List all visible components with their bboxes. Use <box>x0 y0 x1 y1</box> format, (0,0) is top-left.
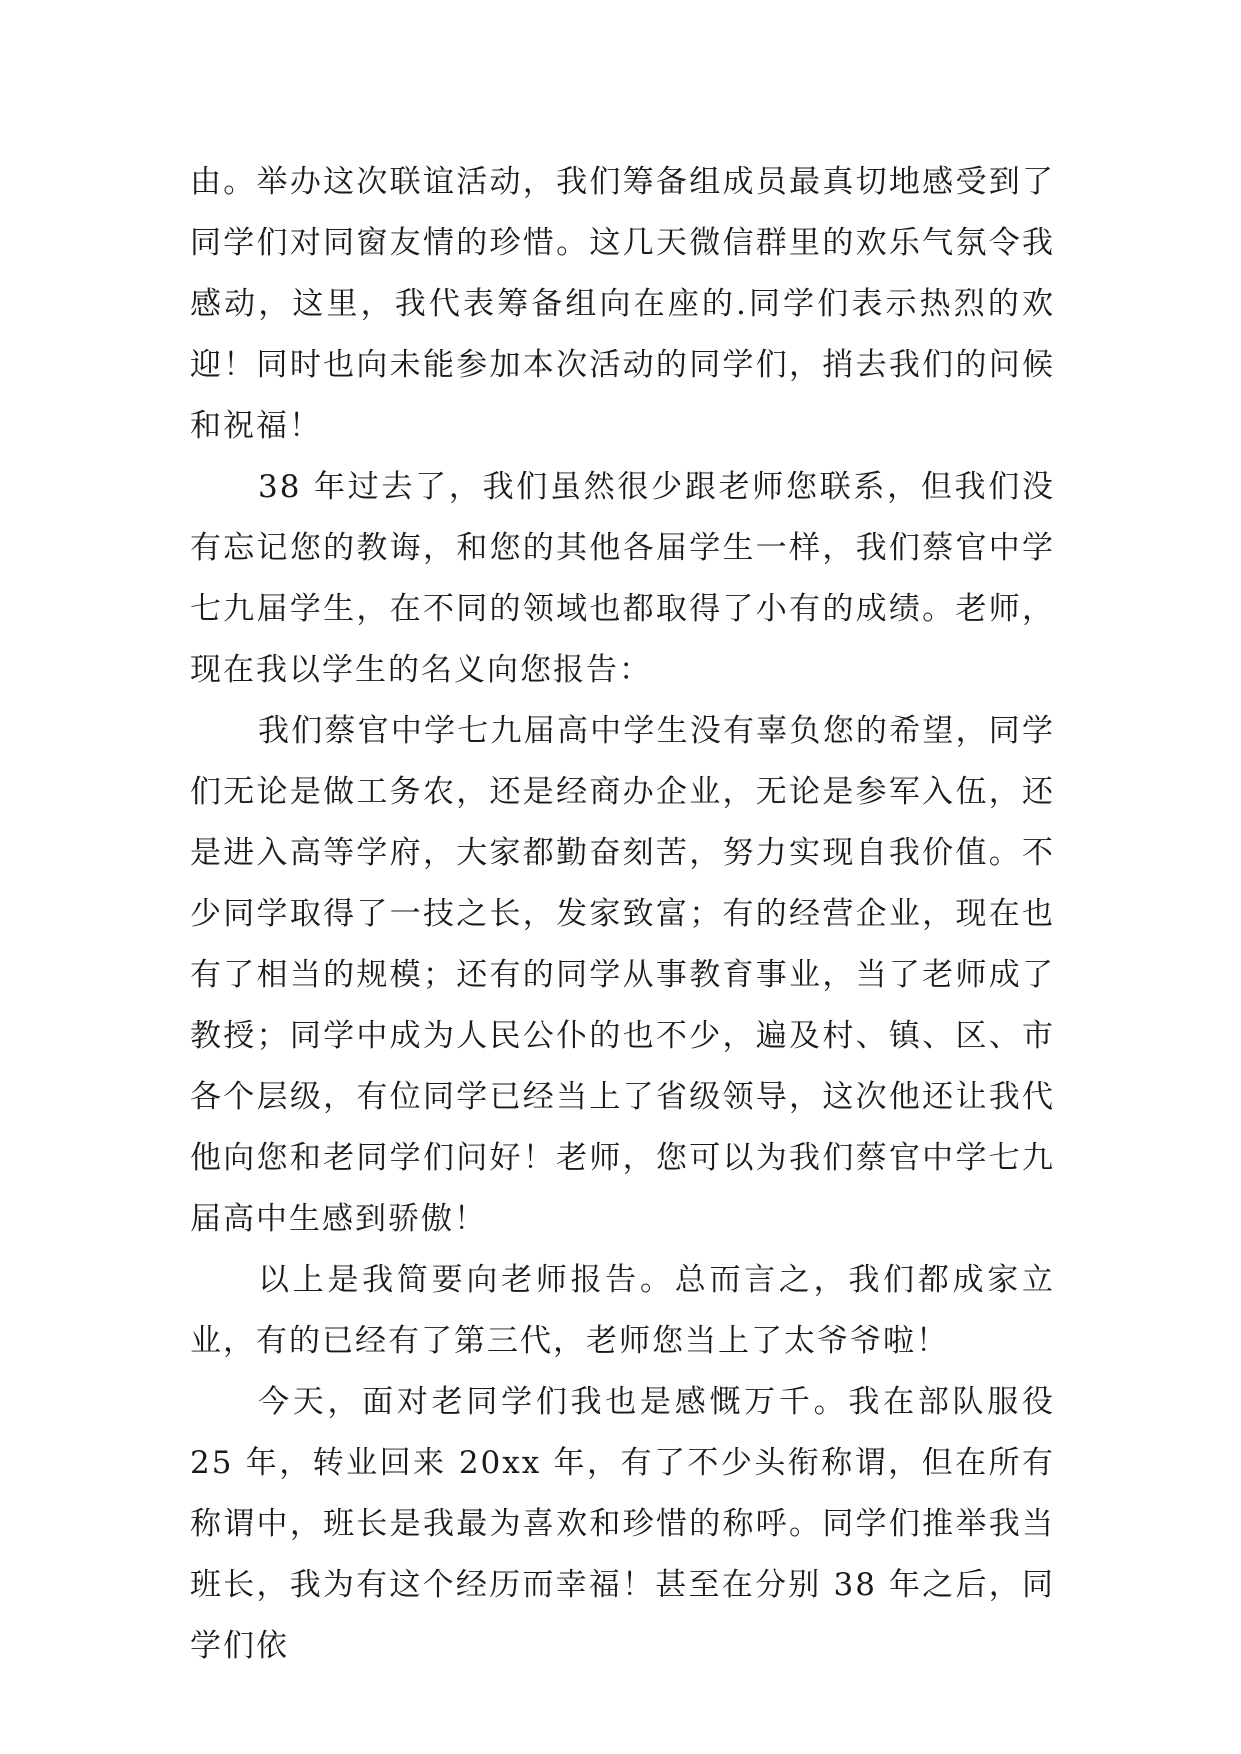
document-body <box>190 152 1055 1677</box>
paragraph-achievements: 我们蔡官中学七九届高中学生没有辜负您的希望，同学们无论是做工务农，还是经商办企业，无论是参军入伍，还是进入高等学府，大家都勤奋刻苦，努力实现自我价值。不少同学取得了一技之长，发家致富；有的经营企业，现在也有了相当的规模；还有的同学从事教育事业，当了老师成了教授；同学中成为人民公仆的也不少，遍及村、镇、区、市各个层级，有位同学已经当上了省级领导，这次他还让我代他向您和老同学们问好！老师，您可以为我们蔡官中学七九届高中生感到骄傲！ <box>190 713 1055 1237</box>
paragraph-class-monitor: 今天，面对老同学们我也是感慨万千。我在部队服役 25 年，转业回来 20xx 年，有了不少头衔称谓，但在所有称谓中，班长是我最为喜欢和珍惜的称呼。同学们推举我当班长，我为有这个经历而幸福！甚至在分别 38 年之后，同学们依 <box>190 1384 1055 1664</box>
paragraph-38-years: 38 年过去了，我们虽然很少跟老师您联系，但我们没有忘记您的教诲，和您的其他各届学生一样，我们蔡官中学七九届学生，在不同的领域也都取得了小有的成绩。老师，现在我以学生的名义向您报告： <box>190 469 1055 688</box>
paragraph-summary: 以上是我简要向老师报告。总而言之，我们都成家立业，有的已经有了第三代，老师您当上了太爷爷啦！ <box>190 1262 1055 1359</box>
paragraph-continuation: 由。举办这次联谊活动，我们筹备组成员最真切地感受到了同学们对同窗友情的珍惜。这几天微信群里的欢乐气氛令我感动，这里，我代表筹备组向在座的.同学们表示热烈的欢迎！同时也向未能参加本次活动的同学们，捎去我们的问候和祝福！ <box>190 164 1055 444</box>
